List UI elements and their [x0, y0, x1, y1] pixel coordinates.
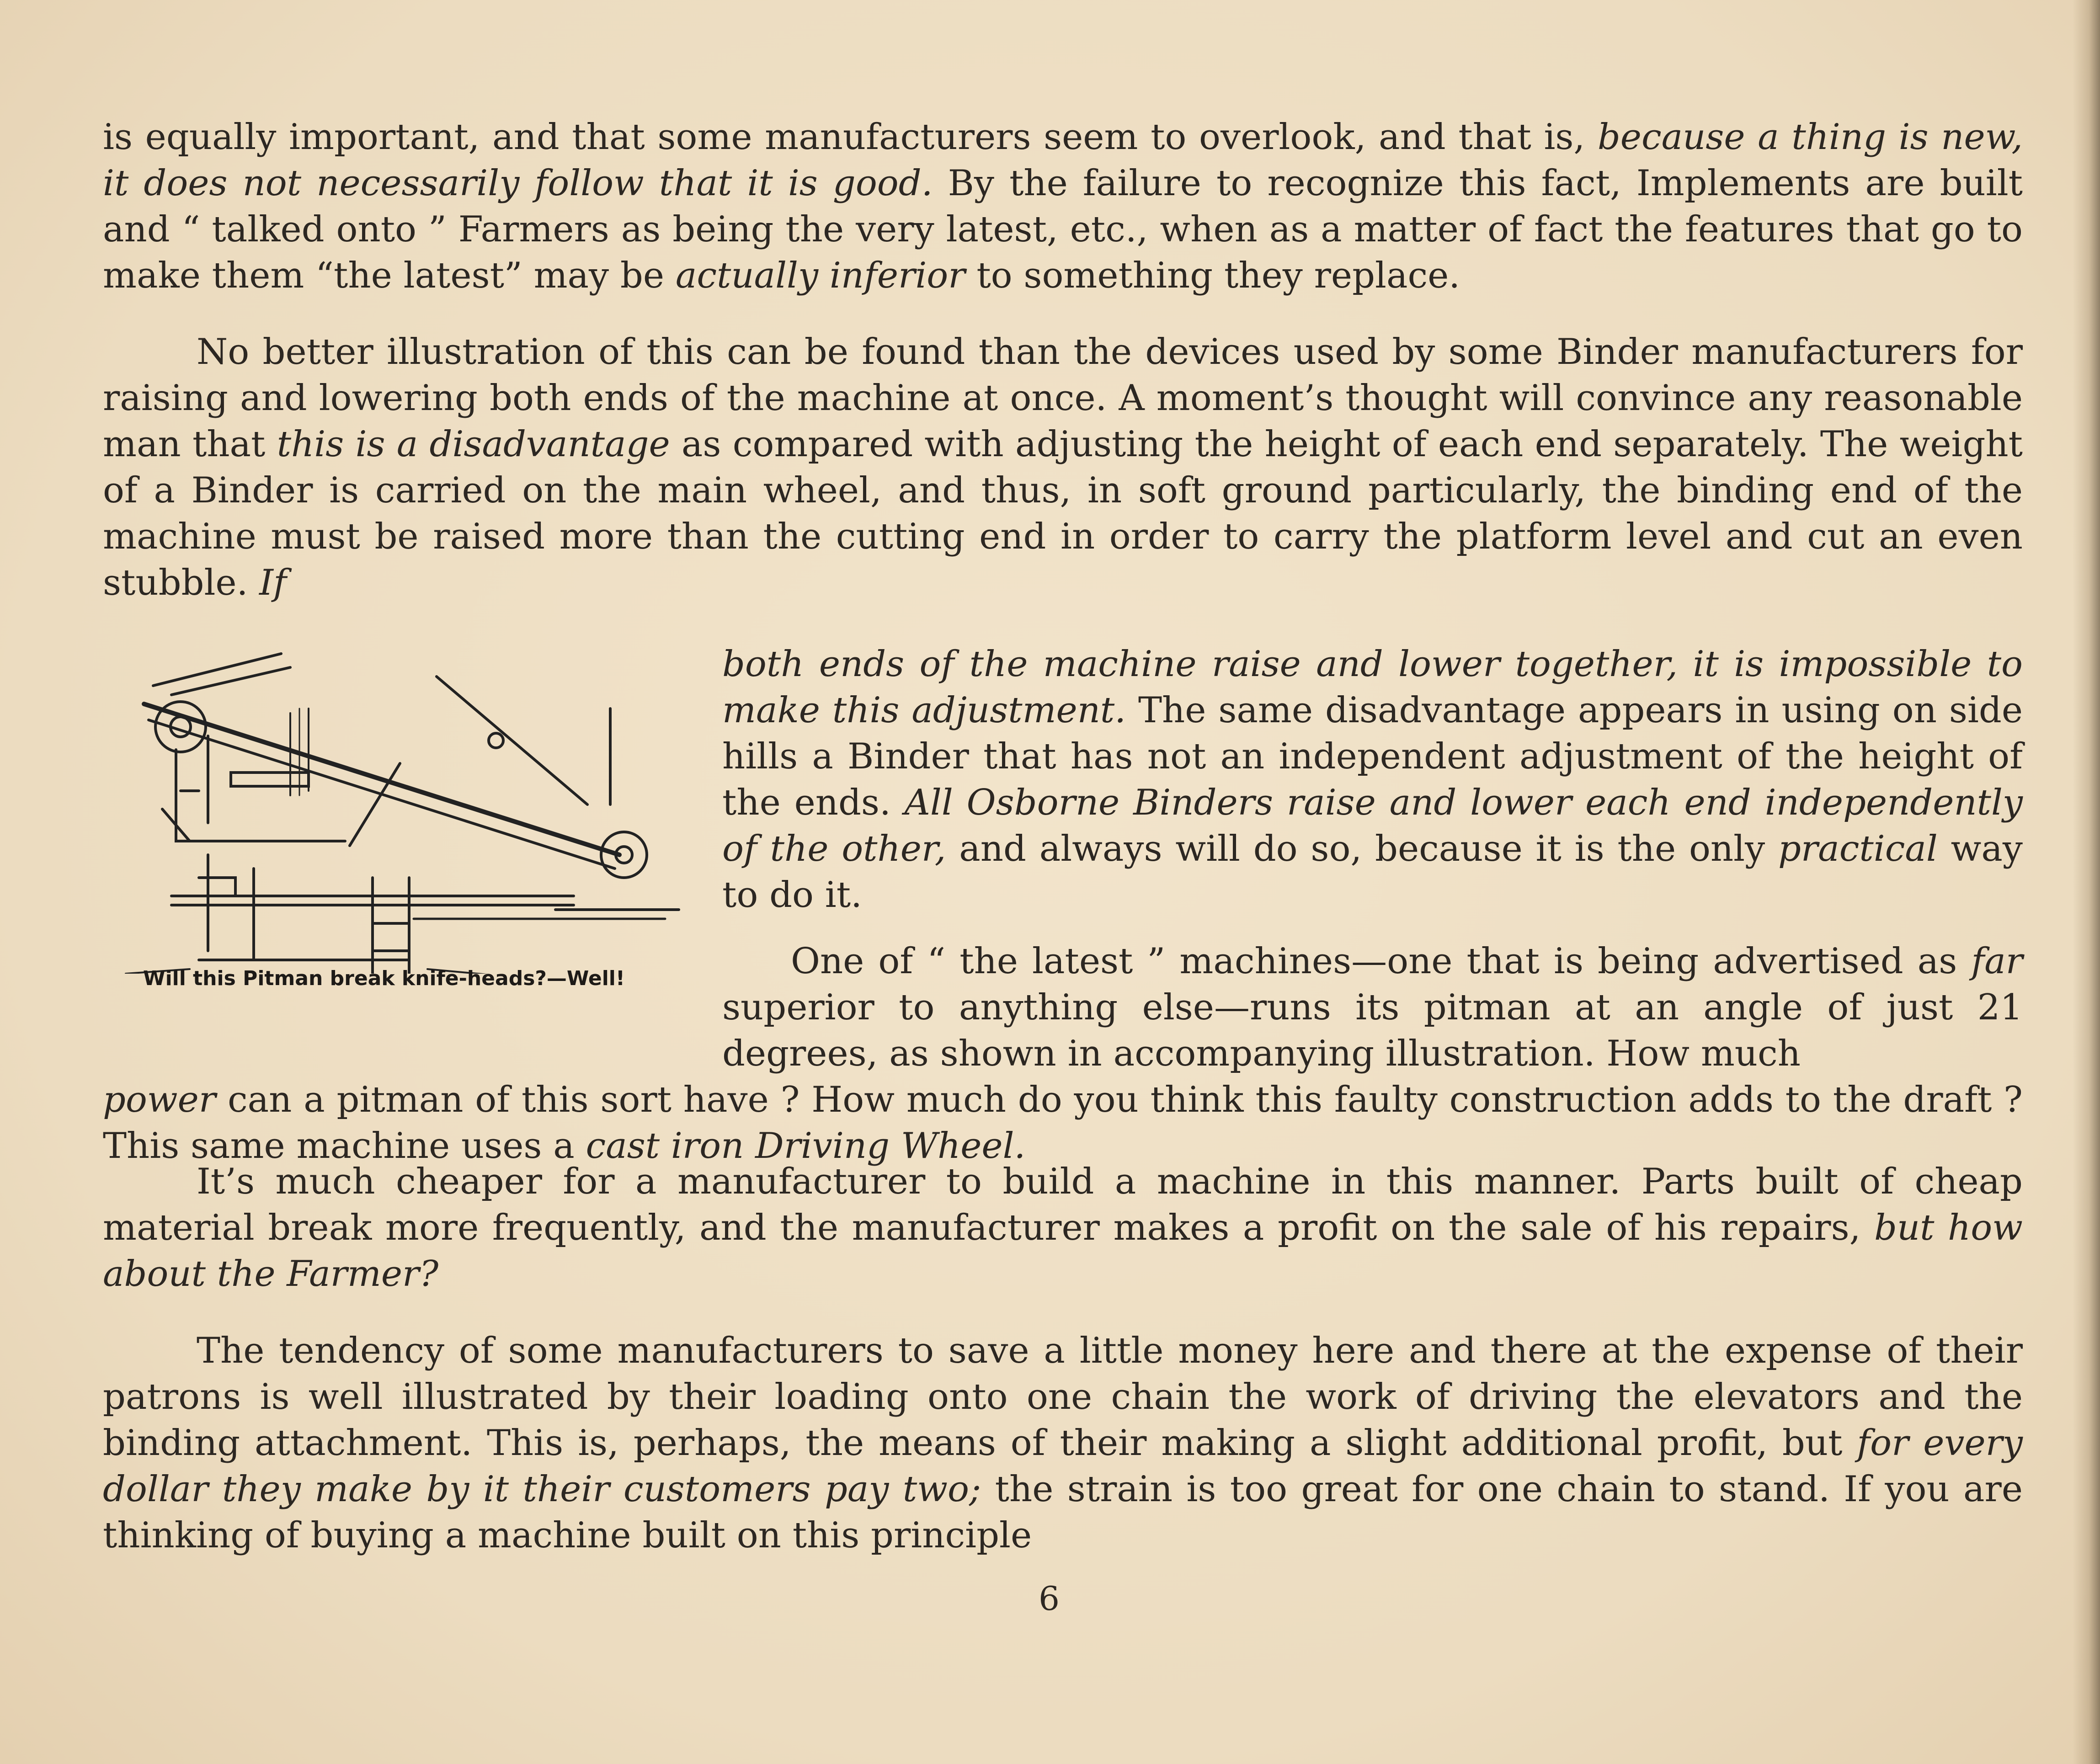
p2-text-a: No better illustration of this can be found than the devices used by some Binder manufacturers for raising and lowering both ends of the machine at once. A moment’s thought will convince any reasonable man that [103, 331, 2023, 465]
paragraph-5 [103, 1328, 2023, 1559]
paragraph-2-continued [722, 606, 2023, 954]
p2-italic-i: practical [1778, 828, 1938, 869]
p3-text-a: One of “ the latest ” machines—one that is being advertised as [791, 941, 1972, 982]
page-number: 6 [1039, 1579, 1060, 1618]
p3-text-e: can a pitman of this sort have ? How much do you think this faulty construction adds to the draft ? This same machine uses a [103, 1079, 2023, 1167]
p5-text-a: The tendency of some manufacturers to save a little money here and there at the expense of their patrons is well illustrated by their loading onto one chain the work of driving the elevators and the binding attachment. This is, perhaps, the means of their making a slight additional profit, but [103, 1330, 2023, 1464]
figure-caption: Will this Pitman break knife-heads?—Well! [143, 967, 625, 990]
p1-text-a: is equally important, and that some manufacturers seem to overlook, and that is, [103, 117, 1598, 158]
p5-italic-b: for every dollar they make by it their customers pay two; [103, 1423, 2023, 1510]
p2-italic-d: If [259, 562, 287, 603]
p2-text-f: The same disadvantage appears in using on side hills a Binder that has not an independent adjustment of the height of the ends. [722, 690, 2023, 823]
p1-text-e: to something they replace. [965, 255, 1460, 296]
p2-text-c: as compared with adjusting the height of each end separately. The weight of a Binder is carried on the main wheel, and thus, in soft ground particularly, the binding end of the machine must be raised more than the cutting end in order to carry the platform level and cut an even stubble. [103, 424, 2023, 603]
pitman-illustration [117, 640, 711, 974]
paragraph-4 [103, 1159, 2023, 1297]
binder-mechanism-drawing [126, 654, 679, 974]
p2-text-j: way to do it. [722, 828, 2023, 916]
p1-text-c: By the failure to recognize this fact, Implements are built and “ talked onto ” Farmers as being the very latest, etc., when as a matter of fact the features that go to make them “the latest” may be [103, 163, 2023, 296]
p5-text-c: the strain is too great for one chain to stand. If you are thinking of buying a machine built on this principle [103, 1469, 2023, 1556]
p3-text-c: superior to anything else—runs its pitman at an angle of just 21 degrees, as shown in accompanying illustration. How much [722, 987, 2023, 1074]
p2-italic-g: All Osborne Binders raise and lower each end independently of the other, [722, 782, 2023, 869]
p3-italic-b: far [1971, 941, 2023, 982]
p4-text-a: It’s much cheaper for a manufacturer to build a machine in this manner. Parts built of cheap material break more frequently, and the manufacturer makes a profit on the sale of his repairs, [103, 1161, 2023, 1248]
p3-italic-d: power [103, 1079, 216, 1120]
p3-italic-f: cast iron Driving Wheel. [586, 1125, 1026, 1167]
p1-italic-b: because a thing is new, it does not necessarily follow that it is good. [103, 117, 2023, 204]
p4-italic-b: but how about the Farmer? [103, 1207, 2023, 1295]
p2-italic-b: this is a disadvantage [277, 424, 670, 465]
p2-italic-e: both ends of the machine raise and lower together, it is impossible to make this adjustment. [722, 644, 2023, 731]
paragraph-1 [103, 114, 2023, 299]
p2-text-h: and always will do so, because it is the only [946, 828, 1778, 869]
book-spine-shadow [2073, 0, 2100, 1764]
p1-italic-d: actually inferior [675, 255, 965, 296]
paragraph-2 [103, 329, 2023, 606]
